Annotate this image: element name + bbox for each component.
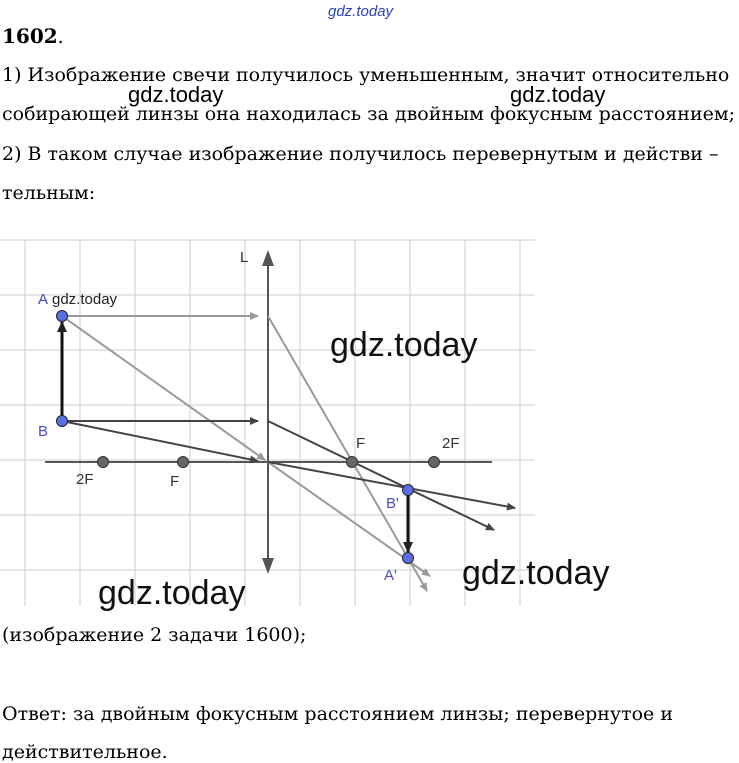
caption: (изображение 2 задачи 1600); (2, 624, 307, 646)
ray-b-refracted (268, 421, 494, 530)
lens-arrow-top (262, 250, 274, 266)
watermark-top: gdz.today (328, 3, 394, 20)
watermark-diagram-left: gdz.today (98, 574, 246, 612)
label-left-f: F (170, 473, 180, 490)
watermark-text-right: gdz.today (510, 82, 606, 107)
lens-label: L (240, 249, 249, 266)
label-right-2f: 2F (442, 435, 460, 452)
lens-arrow-bottom (262, 558, 274, 574)
point-right-2f (429, 457, 440, 468)
point-right-f (347, 457, 358, 468)
answer-line-2: действительное. (2, 741, 168, 763)
label-right-f: F (356, 435, 366, 452)
problem-number (2, 24, 64, 48)
solution-line-1: 1) Изображение свечи получилось уменьшенным, значит относительно (2, 64, 730, 86)
label-a: A (38, 291, 49, 308)
watermark-diagram-right: gdz.today (462, 554, 610, 592)
watermark-text-left: gdz.today (128, 82, 224, 107)
problem-number-value: 1602 (2, 24, 58, 48)
solution-line-2: собирающей линзы она находилась за двойным фокусным расстоянием; (2, 103, 736, 125)
label-b-image: B' (386, 495, 399, 512)
answer-line-1: Ответ: за двойным фокусным расстоянием линзы; перевернутое и (2, 703, 674, 725)
point-left-f (178, 457, 189, 468)
label-b: B (38, 423, 49, 440)
watermark-diagram-center: gdz.today (330, 326, 478, 364)
ray-b-center (62, 421, 258, 461)
watermark-diagram-small: gdz.today (52, 291, 118, 308)
point-left-2f (98, 457, 109, 468)
label-a-image: A' (384, 567, 397, 584)
lens-diagram (0, 236, 739, 616)
point-a-image (403, 553, 414, 564)
ray-a-center (62, 316, 265, 460)
point-b (57, 416, 68, 427)
solution-line-4: тельным: (2, 182, 96, 204)
point-a (57, 311, 68, 322)
problem-number-dot: . (57, 26, 64, 48)
label-left-2f: 2F (76, 471, 94, 488)
solution-line-3: 2) В таком случае изображение получилось перевернутым и действи – (2, 143, 719, 165)
point-b-image (403, 485, 414, 496)
